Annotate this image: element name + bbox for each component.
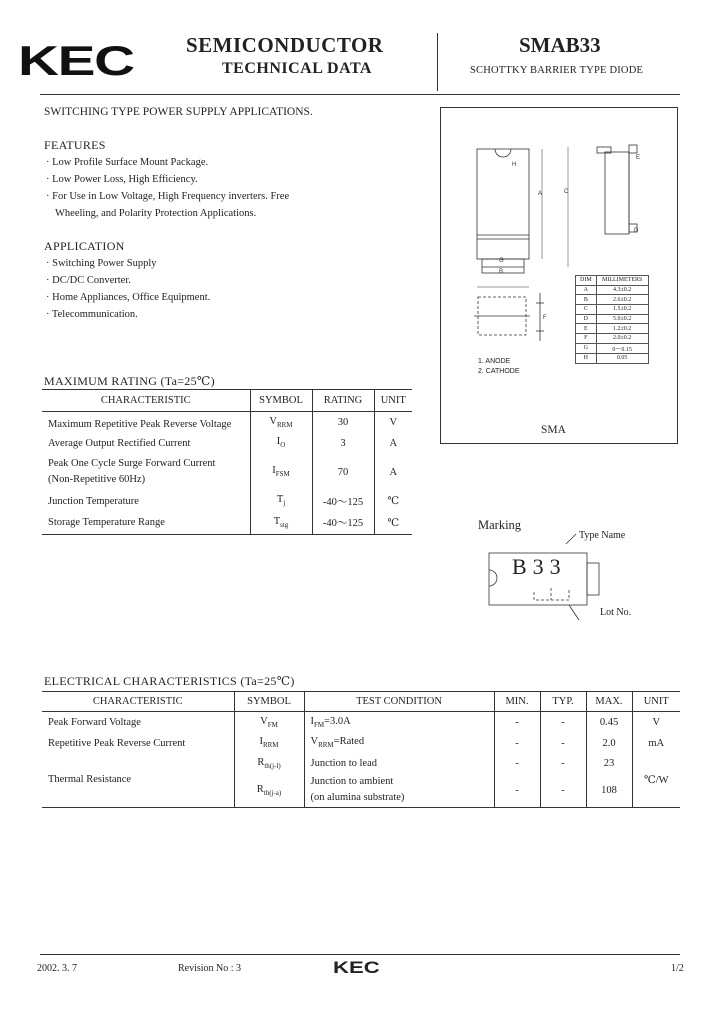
features-list <box>46 154 289 222</box>
table-row: Storage Temperature Range $T_{stg}$ -40～125 ℃ <box>42 512 412 535</box>
list-item: · Low Profile Surface Mount Package. <box>46 157 209 168</box>
table-row: Peak Forward Voltage $V_{FM}$ $I_{FM}=3.0A$ - - 0.45 V <box>42 712 680 733</box>
table-row: Repetitive Peak Reverse Current $I_{RRM}$ $V_{RRM}=Rated$ - - 2.0 mA <box>42 733 680 754</box>
list-item: · Low Power Loss, High Efficiency. <box>46 174 198 185</box>
marking-heading: Marking <box>478 518 522 532</box>
footer-revision: Revision No : 3 <box>178 963 242 974</box>
application-heading: APPLICATION <box>44 239 125 253</box>
table-row: D 5.0±0.2 <box>576 314 649 324</box>
column-header: MAX. <box>586 692 632 712</box>
features-heading: FEATURES <box>44 138 106 152</box>
column-header: MIN. <box>494 692 540 712</box>
max-rating-heading: MAXIMUM RATING (Ta=25℃) <box>44 374 215 388</box>
column-header: TYP. <box>540 692 586 712</box>
list-item: · Telecommunication. <box>46 309 138 320</box>
table-row: $R_{th(j-l)}$ Junction to lead - - 23 <box>42 754 680 774</box>
table-row: C 1.5±0.2 <box>576 305 649 315</box>
footer-kec-logo: KEC <box>333 958 380 977</box>
table-row: Thermal Resistance $R_{th(j-a)}$ Junction to ambient (on alumina substrate) - - 108 ℃/W <box>42 774 680 808</box>
applications-heading: SWITCHING TYPE POWER SUPPLY APPLICATIONS. <box>44 106 313 118</box>
part-number: SMAB33 <box>519 33 601 57</box>
type-name-label: Type Name <box>579 530 626 541</box>
dimension-label: C <box>564 189 569 195</box>
part-description: SCHOTTKY BARRIER TYPE DIODE <box>470 65 644 76</box>
footer-page-number: 1/2 <box>671 963 684 974</box>
marking-code: B33 <box>512 554 567 579</box>
table-row: G 0～0.15 <box>576 343 649 353</box>
electrical-table <box>42 691 680 808</box>
list-item: Wheeling, and Polarity Protection Applications. <box>55 208 257 219</box>
dimension-label: H <box>512 162 517 168</box>
table-row: H 0.05 <box>576 353 649 363</box>
list-item: · Home Appliances, Office Equipment. <box>46 292 211 303</box>
header-title: SEMICONDUCTOR <box>186 33 384 57</box>
dimension-label: D <box>634 228 639 234</box>
table-row: Maximum Repetitive Peak Reverse Voltage $V_{RRM}$ 30 V <box>42 412 412 433</box>
table-row: Peak One Cycle Surge Forward Current (Non-Repetitive 60Hz) $I_{FSM}$ 70 A <box>42 454 412 491</box>
column-header: UNIT <box>374 390 412 412</box>
list-item: · Switching Power Supply <box>46 258 157 269</box>
electrical-heading: ELECTRICAL CHARACTERISTICS (Ta=25℃) <box>44 674 295 688</box>
dimension-label: E <box>636 155 641 161</box>
column-header: SYMBOL <box>250 390 312 412</box>
application-list <box>46 255 210 323</box>
column-header: CHARACTERISTIC <box>42 692 234 712</box>
column-header: TEST CONDITION <box>304 692 494 712</box>
table-row: E 1.2±0.2 <box>576 324 649 334</box>
dimension-label: A <box>538 191 543 197</box>
package-name: SMA <box>541 424 566 436</box>
header-subtitle: TECHNICAL DATA <box>222 60 372 77</box>
column-header: CHARACTERISTIC <box>42 390 250 412</box>
column-header: UNIT <box>632 692 680 712</box>
table-row: A 4.3±0.2 <box>576 285 649 295</box>
column-header: RATING <box>312 390 374 412</box>
table-row: F 2.0±0.2 <box>576 334 649 344</box>
list-item: · For Use in Low Voltage, High Frequency inverters. Free <box>46 191 290 202</box>
column-header: SYMBOL <box>234 692 304 712</box>
table-row: B 2.6±0.2 <box>576 295 649 305</box>
list-item: · DC/DC Converter. <box>46 275 131 286</box>
dimension-table: DIM MILLIMETERS A 4.3±0.2 B 2.6±0.2 C 1.5±0.2 D 5.0±0.2 E 1.2±0.2 F 2.0±0.2 G 0～0.15 H 0.05 <box>575 275 649 364</box>
max-rating-table <box>42 389 412 535</box>
table-row: Average Output Rectified Current $I_O$ 3 A <box>42 433 412 454</box>
header-divider <box>437 33 438 91</box>
footer-rule <box>40 954 680 955</box>
dimension-label: G <box>499 258 504 264</box>
header-rule <box>40 94 680 95</box>
footer-date: 2002. 3. 7 <box>37 963 77 974</box>
table-row: Junction Temperature $T_j$ -40～125 ℃ <box>42 491 412 512</box>
dimension-label: B <box>499 269 504 275</box>
kec-logo: KEC <box>18 37 134 84</box>
lot-number-label: Lot No. <box>600 607 632 618</box>
dimension-label: F <box>543 315 547 321</box>
pin-legend: 1. ANODE 2. CATHODE <box>478 358 520 375</box>
